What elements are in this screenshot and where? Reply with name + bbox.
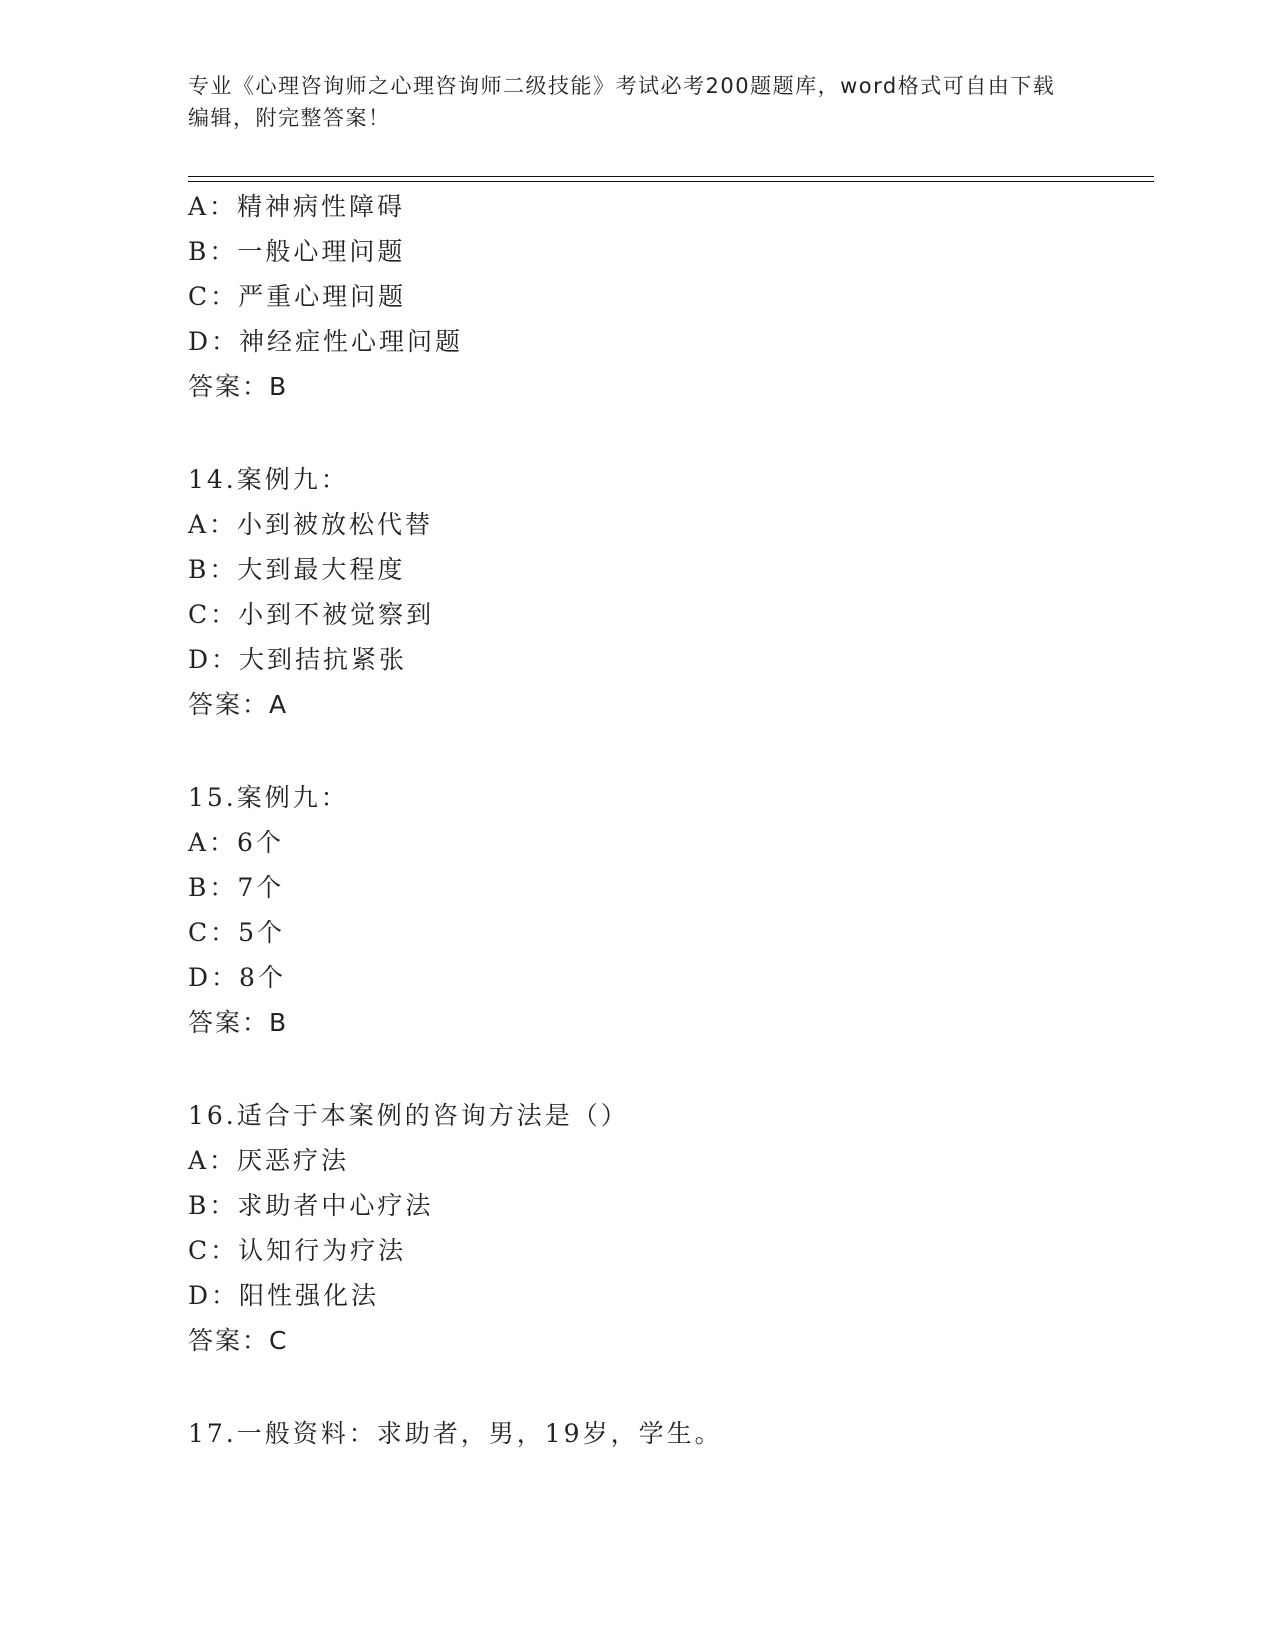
option-line: C：认知行为疗法 — [188, 1236, 407, 1265]
question-line: 15.案例九： — [188, 783, 349, 812]
option-line: B：一般心理问题 — [188, 237, 406, 266]
option-line: C：小到不被觉察到 — [188, 600, 435, 629]
option-line: A：厌恶疗法 — [188, 1146, 350, 1175]
answer-line: 答案：C — [188, 1326, 289, 1355]
header-rule-top — [188, 176, 1154, 177]
question-line: 16.适合于本案例的咨询方法是（） — [188, 1101, 629, 1130]
option-line: A：精神病性障碍 — [188, 192, 406, 221]
question-line: 14.案例九： — [188, 465, 349, 494]
header-rule-bottom — [188, 181, 1154, 182]
option-line: B：求助者中心疗法 — [188, 1191, 434, 1220]
option-line: C：严重心理问题 — [188, 282, 407, 311]
answer-line: 答案：B — [188, 1008, 289, 1037]
option-line: D：阳性强化法 — [188, 1281, 380, 1310]
document-header: 专业《心理咨询师之心理咨询师二级技能》考试必考200题题库，word格式可自由下载编辑，附完整答案！ — [188, 74, 1056, 130]
question-line: 17.一般资料：求助者，男，19岁，学生。 — [188, 1419, 723, 1448]
option-line: B：大到最大程度 — [188, 555, 406, 584]
option-line: B：7个 — [188, 873, 285, 902]
option-line: D：大到拮抗紧张 — [188, 645, 408, 674]
answer-line: 答案：B — [188, 372, 289, 401]
option-line: C：5个 — [188, 918, 286, 947]
option-line: A：小到被放松代替 — [188, 510, 434, 539]
answer-line: 答案：A — [188, 690, 289, 719]
option-line: D：8个 — [188, 963, 286, 992]
option-line: A：6个 — [188, 828, 284, 857]
option-line: D：神经症性心理问题 — [188, 327, 464, 356]
